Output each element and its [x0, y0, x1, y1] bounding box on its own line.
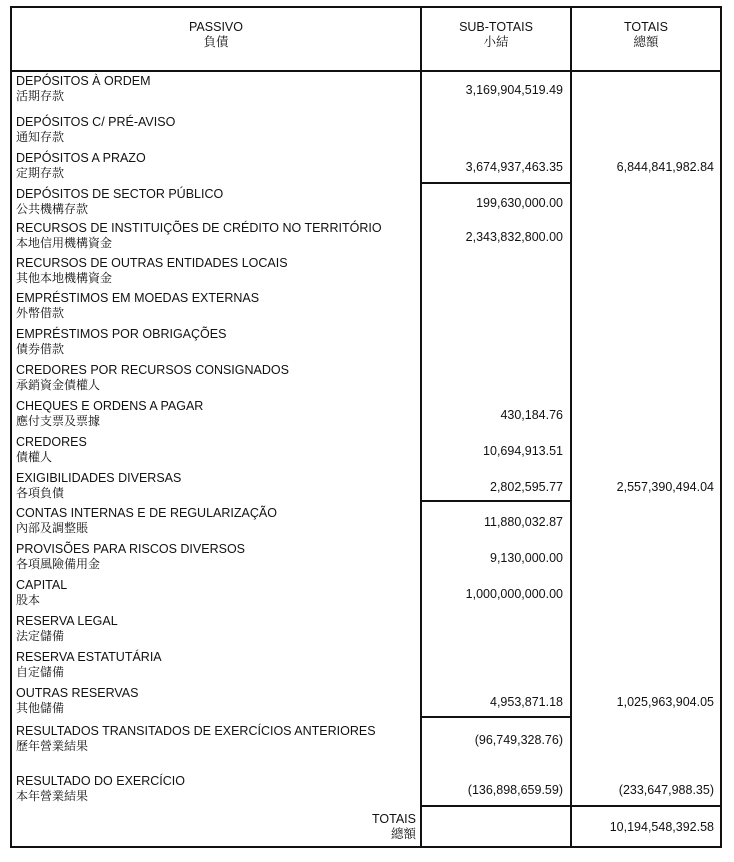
total-value: 6,844,841,982.84	[616, 160, 714, 174]
row-label-pt: OUTRAS RESERVAS	[16, 686, 139, 700]
row-label-zh: 各項風險備用金	[16, 557, 101, 571]
row-label-zh: 股本	[16, 593, 41, 607]
row-label-zh: 通知存款	[16, 130, 65, 144]
row-label-pt: EMPRÉSTIMOS EM MOEDAS EXTERNAS	[16, 291, 260, 305]
table-row	[16, 327, 416, 357]
table-row	[16, 435, 416, 465]
row-label-zh: 債權人	[16, 450, 53, 464]
table-row	[16, 774, 416, 804]
subtotal-value: 10,694,913.51	[483, 444, 563, 458]
subtotal-value: 2,802,595.77	[490, 480, 563, 494]
balance-sheet-table	[10, 6, 722, 848]
column-divider-1	[420, 8, 422, 848]
row-label-zh: 應付支票及票據	[16, 414, 101, 428]
row-label-zh: 各項負債	[16, 486, 65, 500]
row-label-zh: 其他儲備	[16, 701, 65, 715]
header-passivo-zh: 負債	[203, 35, 229, 49]
row-label-pt: RECURSOS DE INSTITUIÇÕES DE CRÉDITO NO TERRITÓRIO	[16, 221, 382, 235]
subtotal-value: 3,674,937,463.35	[465, 160, 563, 174]
subtotal-value: 1,000,000,000.00	[465, 587, 563, 601]
table-row	[16, 686, 416, 716]
subtotal-value: 3,169,904,519.49	[465, 83, 563, 97]
subtotal-value: (96,749,328.76)	[474, 733, 563, 747]
header-subtotais-zh: 小結	[483, 35, 509, 49]
header-totais-pt: TOTAIS	[624, 20, 668, 34]
table-row	[16, 471, 416, 501]
table-row	[16, 506, 416, 536]
table-row	[16, 74, 416, 104]
grand-total: 10,194,548,392.58	[609, 820, 714, 834]
row-label-pt: CHEQUES E ORDENS A PAGAR	[16, 399, 204, 413]
row-label-zh: 本年營業結果	[16, 789, 89, 803]
subtotal-value: 199,630,000.00	[476, 196, 563, 210]
row-label-zh: 本地信用機構資金	[16, 236, 113, 250]
subtotal-value: (136,898,659.59)	[467, 783, 563, 797]
group-separator-3	[420, 716, 570, 718]
row-label-pt: PROVISÕES PARA RISCOS DIVERSOS	[16, 542, 245, 556]
table-row	[16, 363, 416, 393]
row-label-pt: RESULTADO DO EXERCÍCIO	[16, 774, 186, 788]
table-header	[12, 8, 720, 72]
subtotal-value: 2,343,832,800.00	[465, 230, 563, 244]
table-row	[16, 115, 416, 145]
table-row	[16, 151, 416, 181]
subtotal-value: 11,880,032.87	[483, 515, 563, 529]
row-label-pt: EMPRÉSTIMOS POR OBRIGAÇÕES	[16, 327, 227, 341]
row-label-pt: RESERVA LEGAL	[16, 614, 118, 628]
row-label-pt: CREDORES POR RECURSOS CONSIGNADOS	[16, 363, 289, 377]
header-totais	[572, 20, 720, 50]
table-row	[16, 291, 416, 321]
row-label-pt: DEPÓSITOS A PRAZO	[16, 151, 146, 165]
header-passivo-pt: PASSIVO	[189, 20, 243, 34]
header-totais-zh: 總額	[633, 35, 659, 49]
row-label-zh: 自定儲備	[16, 665, 65, 679]
row-label-pt: DEPÓSITOS C/ PRÉ-AVISO	[16, 115, 176, 129]
row-label-pt: CAPITAL	[16, 578, 68, 592]
total-value: (233,647,988.35)	[618, 783, 714, 797]
table-row	[16, 724, 416, 754]
table-row	[16, 578, 416, 608]
column-divider-2	[570, 8, 572, 848]
row-label-zh: 歷年營業結果	[16, 739, 89, 753]
row-label-pt: EXIGIBILIDADES DIVERSAS	[16, 471, 182, 485]
row-label-zh: 公共機構存款	[16, 202, 89, 216]
row-label-zh: 定期存款	[16, 166, 65, 180]
row-label-pt: DEPÓSITOS DE SECTOR PÚBLICO	[16, 187, 224, 201]
header-subtotais-pt: SUB-TOTAIS	[459, 20, 533, 34]
row-label-zh: 活期存款	[16, 89, 65, 103]
row-label-zh: 法定儲備	[16, 629, 65, 643]
table-row	[16, 256, 416, 286]
group-separator-1	[420, 182, 570, 184]
group-separator-2	[420, 500, 570, 502]
total-value: 1,025,963,904.05	[616, 695, 714, 709]
row-label-zh: 承銷資金債權人	[16, 378, 101, 392]
totals-label	[372, 812, 416, 842]
totals-label-pt: TOTAIS	[372, 812, 416, 826]
table-row	[16, 614, 416, 644]
table-row	[16, 221, 416, 251]
totals-separator	[420, 805, 722, 807]
row-label-pt: DEPÓSITOS À ORDEM	[16, 74, 151, 88]
row-label-zh: 債券借款	[16, 342, 65, 356]
table-row	[16, 542, 416, 572]
table-row	[16, 650, 416, 680]
row-label-zh: 內部及調整賬	[16, 521, 89, 535]
subtotal-value: 9,130,000.00	[490, 551, 563, 565]
table-row	[16, 399, 416, 429]
row-label-pt: CONTAS INTERNAS E DE REGULARIZAÇÃO	[16, 506, 277, 520]
totals-label-zh: 總額	[390, 827, 416, 841]
header-passivo	[12, 20, 420, 50]
row-label-zh: 其他本地機構資金	[16, 271, 113, 285]
row-label-pt: RECURSOS DE OUTRAS ENTIDADES LOCAIS	[16, 256, 288, 270]
subtotal-value: 430,184.76	[500, 408, 563, 422]
subtotal-value: 4,953,871.18	[490, 695, 563, 709]
header-subtotais	[422, 20, 570, 50]
row-label-zh: 外幣借款	[16, 306, 65, 320]
row-label-pt: RESERVA ESTATUTÁRIA	[16, 650, 162, 664]
table-row	[16, 187, 416, 217]
row-label-pt: CREDORES	[16, 435, 87, 449]
row-label-pt: RESULTADOS TRANSITADOS DE EXERCÍCIOS ANTERIORES	[16, 724, 376, 738]
total-value: 2,557,390,494.04	[616, 480, 714, 494]
